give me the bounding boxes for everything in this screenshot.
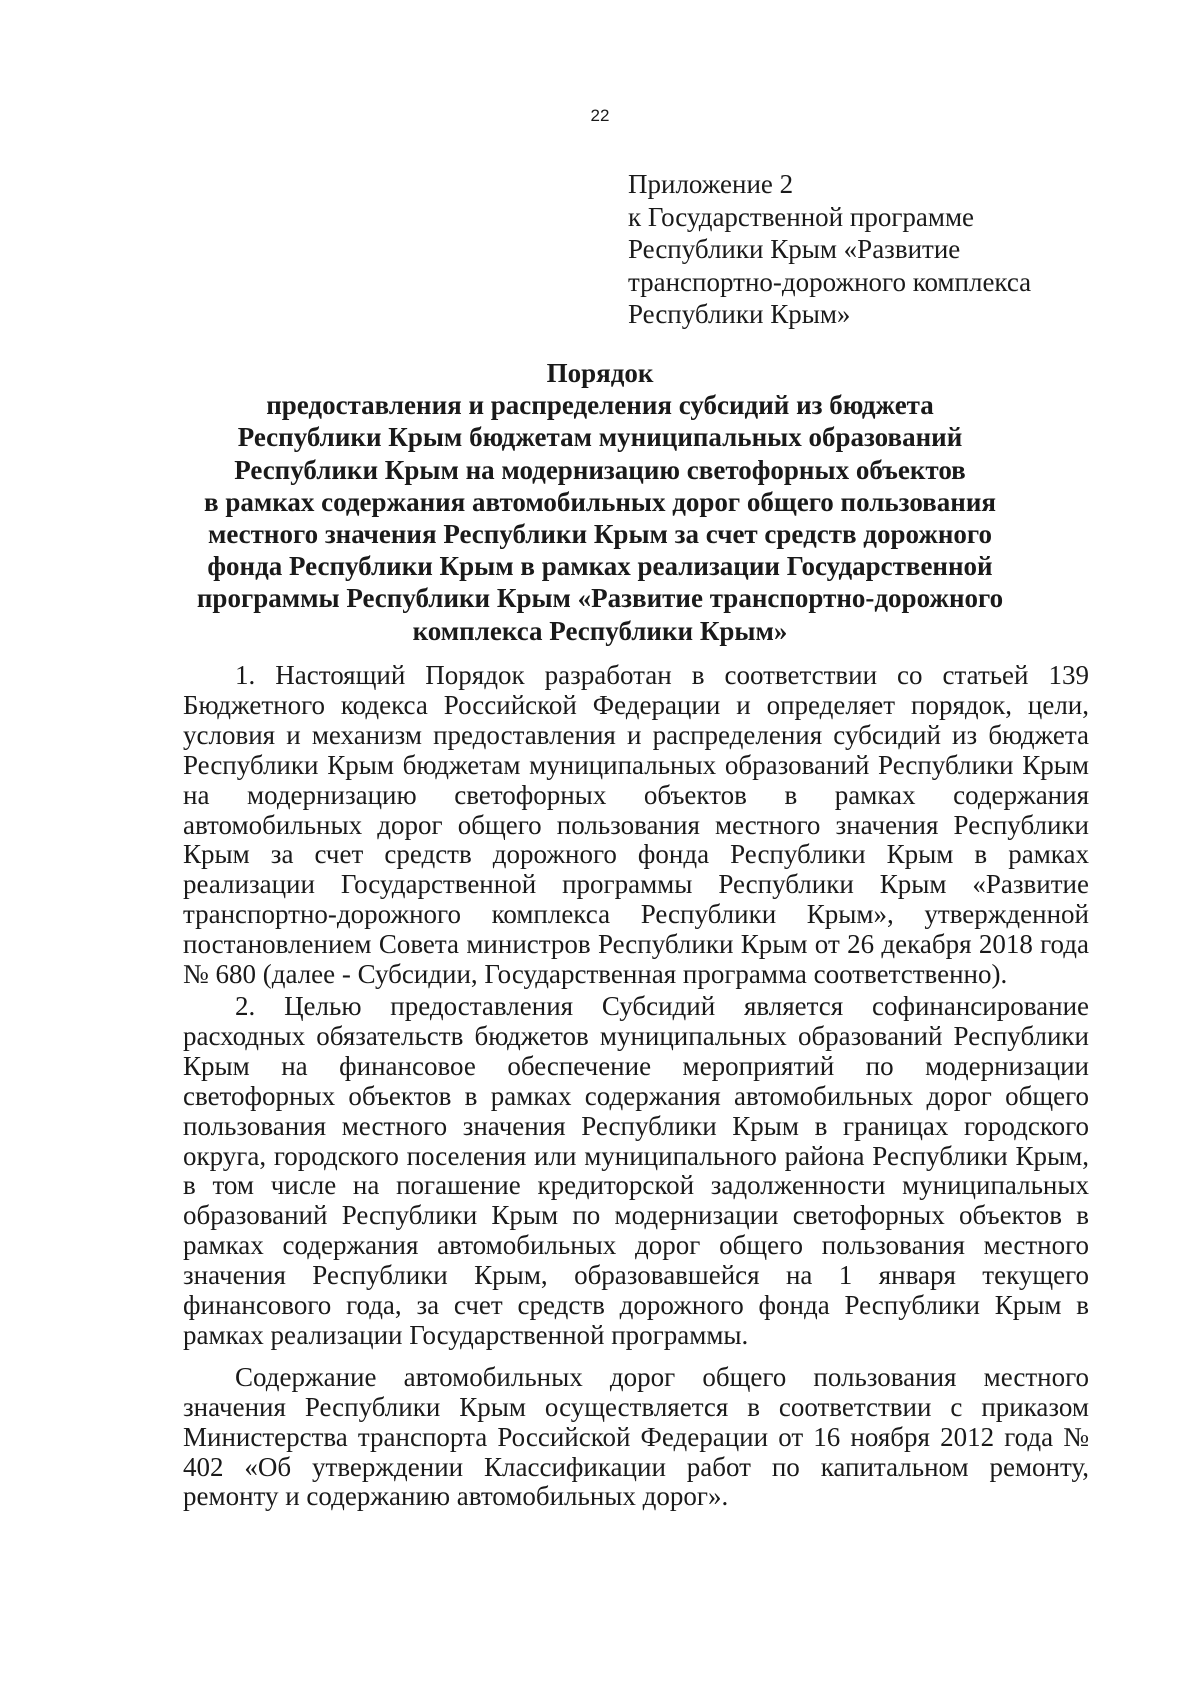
document-title	[0, 357, 1200, 647]
title-line: в рамках содержания автомобильных дорог общего пользования	[203, 486, 996, 517]
page-number: 22	[590, 106, 610, 125]
paragraph-text: Целью предоставления Субсидий является софинансирование расходных обязательств бюджетов муниципальных образований Республики Крым на финансовое обеспечение мероприятий по модернизации светофорных объектов в рамках содержания автомобильных дорог общего пользования местного значения Республики Крым в границах городского округа, городского поселения или муниципального района Республики Крым, в том числе на погашение кредиторской задолженности муниципальных образований Республики Крым по модернизации светофорных объектов в рамках содержания автомобильных дорог общего пользования местного значения Республики Крым, образовавшейся на 1 января текущего финансового года, за счет средств дорожного фонда Республики Крым в рамках реализации Государственной программы.	[183, 990, 1089, 1350]
title-heading: Порядок	[546, 358, 654, 388]
title-line: фонда Республики Крым в рамках реализации Государственной	[207, 551, 993, 582]
appendix-line: Республики Крым «Развитие	[628, 234, 961, 264]
title-line: комплекса Республики Крым»	[412, 615, 788, 646]
appendix-line: к Государственной программе	[628, 201, 975, 232]
document-body	[183, 661, 1089, 1512]
appendix-line: Республики Крым»	[628, 299, 851, 329]
title-line: местного значения Республики Крым за счет средств дорожного	[207, 519, 993, 550]
paragraph-text: Настоящий Порядок разработан в соответствии со статьей 139 Бюджетного кодекса Российской Федерации и определяет порядок, цели, условия и механизм предоставления и распределения субсидий из бюджета Республики Крым бюджетам муниципальных образований Республики Крым на модернизацию светофорных объектов в рамках содержания автомобильных дорог общего пользования местного значения Республики Крым за счет средств дорожного фонда Республики Крым в рамках реализации Государственной программы Республики Крым «Развитие транспортно-дорожного комплекса Республики Крым», утвержденной постановлением Совета министров Республики Крым от 26 декабря 2018 года № 680 (далее - Субсидии, Государственная программа соответственно).	[183, 660, 1090, 990]
paragraph-2	[183, 992, 1089, 1351]
paragraph-1	[183, 661, 1089, 990]
title-line: программы Республики Крым «Развитие транспортно-дорожного	[196, 583, 1004, 614]
paragraph-text: Содержание автомобильных дорог общего пользования местного значения Республики Крым осуществляется в соответствии с приказом Министерства транспорта Российской Федерации от 16 ноября 2012 года № 402 «Об утверждении Классификации работ по капитальном ремонту, ремонту и содержанию автомобильных дорог».	[183, 1361, 1089, 1512]
appendix-block	[628, 168, 1148, 331]
title-line: Республики Крым бюджетам муниципальных образований	[237, 422, 963, 453]
appendix-line: транспортно-дорожного комплекса	[628, 266, 1032, 297]
paragraph-3	[183, 1363, 1089, 1513]
appendix-line: Приложение 2	[628, 169, 794, 199]
paragraph-number: 2.	[235, 990, 256, 1021]
title-line: предоставления и распределения субсидий из бюджета	[266, 390, 934, 421]
paragraph-number: 1.	[235, 660, 256, 690]
title-line: Республики Крым на модернизацию светофорных объектов	[234, 454, 966, 485]
